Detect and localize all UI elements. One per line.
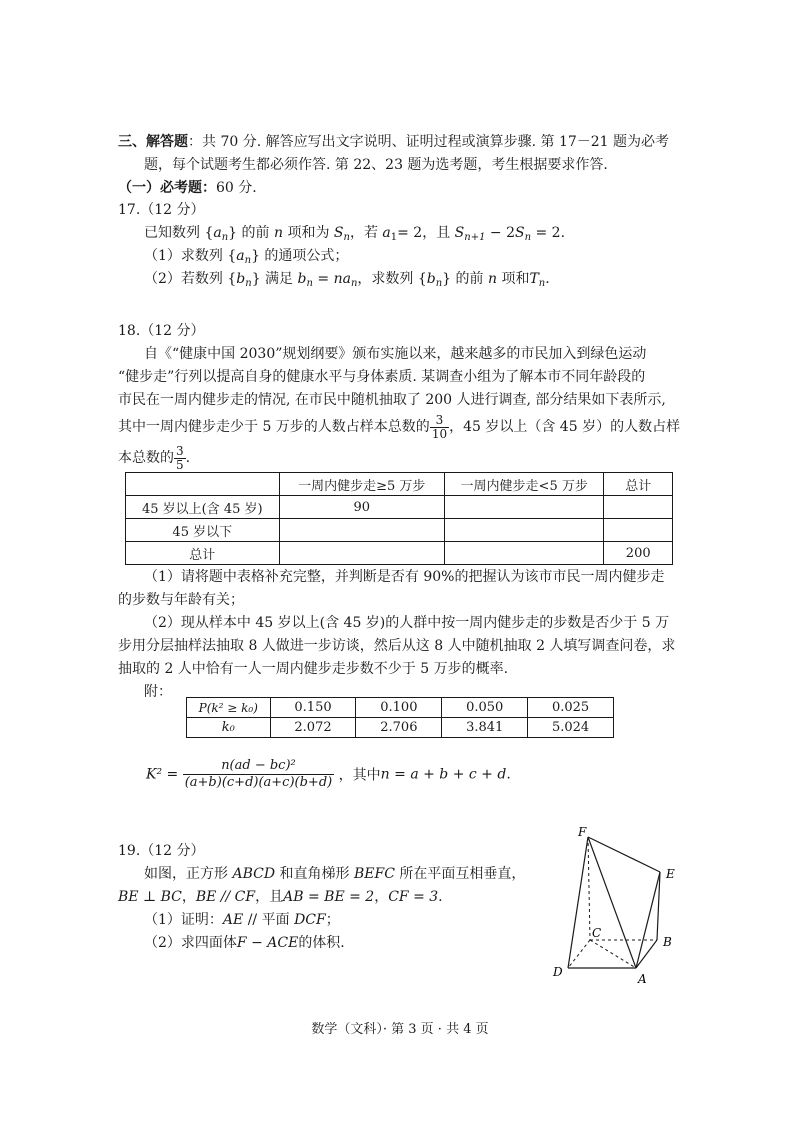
q17-stem: 已知数列 $\{a_n\}$ 的前 n 项和为 $S_n$，若 $a_1= 2$，且 $S_{n+1} - 2S_n = 2$. (144, 225, 566, 243)
q18-line4: 其中一周内健步走少于 5 万步的人数占样本总数的 $\frac{3}{10}$ ，45 岁以上（含 45 岁）的人数占样 (118, 412, 681, 441)
table-row: k₀ 2.072 2.706 3.841 5.024 (187, 718, 614, 738)
q18-part2-line2: 步用分层抽样法抽取 8 人做进一步访谈，然后从这 8 人中随机抽取 2 人填写调查问卷，求 (118, 638, 676, 654)
q17-part1: （1）求数列 $\{a_n\}$ 的通项公式； (144, 248, 349, 266)
section-intro-line1: 三、解答题：共 70 分. 解答应写出文字说明、证明过程或演算步骤. 第 17－21 题为必考 (118, 134, 670, 150)
appendix-label: 附： (144, 684, 172, 700)
q19-line1: 如图，正方形 ABCD 和直角梯形 BEFC 所在平面互相垂直， (144, 866, 526, 882)
part-title-line: （一）必考题：60 分. (118, 180, 257, 196)
q18-line2: “健步走”行列以提高自身的健康水平与身体素质. 某调查小组为了解本市不同年龄段的 (118, 369, 646, 385)
q18-part2-line3: 抽取的 2 人中恰有一人一周内健步走步数不少于 5 万步的概率. (118, 661, 509, 677)
formula-fraction: $\frac{\text{n(ad − bc)²}}{(a+b)(c+d)(a+c)(b+d)}$ (184, 758, 333, 790)
edge-fd (568, 837, 588, 968)
chi-square-formula: K² = $\frac{\text{n(ad − bc)²}}{(a+b)(c+d)(a+c)(b+d)}$ ，其中n = a + b + c + d. (146, 758, 511, 790)
part-title: （一）必考题： (118, 180, 216, 196)
q19-part1: （1）证明：AE // 平面 DCF； (144, 912, 340, 928)
fraction-3-5: $\frac{3}{5}$ (176, 443, 184, 472)
q19-part2: （2）求四面体F − ACE的体积. (144, 935, 345, 951)
table-row: 45 岁以上(含 45 岁) 90 (126, 496, 673, 519)
page-footer: 数学（文科）· 第 3 页 · 共 4 页 (311, 1022, 489, 1037)
q18-part1-line2: 的步数与年龄有关； (118, 592, 244, 608)
label-a: A (638, 972, 647, 986)
table-row: 总计 200 (126, 542, 673, 565)
q18-line1: 自《“健康中国 2030”规划纲要》颁布实施以来，越来越多的市民加入到绿色运动 (144, 346, 647, 362)
edge-ae (636, 872, 660, 968)
section-intro-line2: 题，每个试题考生都必须作答. 第 22、23 题为选考题，考生根据要求作答. (144, 157, 608, 173)
table-row: P(k² ≥ k₀) 0.150 0.100 0.050 0.025 (187, 698, 614, 718)
q18-part1-line1: （1）请将题中表格补充完整，并判断是否有 90%的把握认为该市市民一周内健步走 (144, 569, 665, 585)
q18-header: 18.（12 分） (118, 323, 205, 339)
q18-part2-line1: （2）现从样本中 45 岁以上(含 45 岁)的人群中按一周内健步走的步数是否少于 5 万 (144, 615, 670, 631)
edge-ca-hidden (590, 940, 636, 968)
fraction-3-10: $\frac{3}{10}$ (431, 412, 448, 441)
table-row: 45 岁以下 (126, 519, 673, 542)
label-f: F (578, 825, 587, 839)
survey-table (125, 472, 673, 565)
q17-header: 17.（12 分） (118, 202, 205, 218)
q17-part2: （2）若数列 $\{b_n\}$ 满足 $b_n = na_n$，求数列 $\{b_n\}$ 的前 n 项和$T_n$. (144, 271, 550, 289)
critical-value-table (186, 697, 614, 738)
label-c: C (592, 926, 602, 940)
label-b: B (663, 935, 672, 949)
q19-line2: BE ⊥ BC，BE // CF，且AB = BE = 2，CF = 3. (118, 889, 443, 905)
section-title: 三、解答题 (118, 134, 188, 150)
q18-line5: 本总数的 $\frac{3}{5}$ . (118, 443, 191, 472)
q18-line3: 市民在一周内健步走的情况, 在市民中随机抽取了 200 人进行调查, 部分结果如下表所示, (118, 392, 666, 408)
solid-figure (550, 820, 690, 990)
q19-header: 19.（12 分） (118, 843, 205, 859)
label-d: D (553, 965, 563, 979)
edge-fc-hidden (588, 837, 590, 940)
table-header-row: 一周内健步走≥5 万步 一周内健步走<5 万步 总计 (126, 473, 673, 496)
label-e: E (666, 867, 675, 881)
